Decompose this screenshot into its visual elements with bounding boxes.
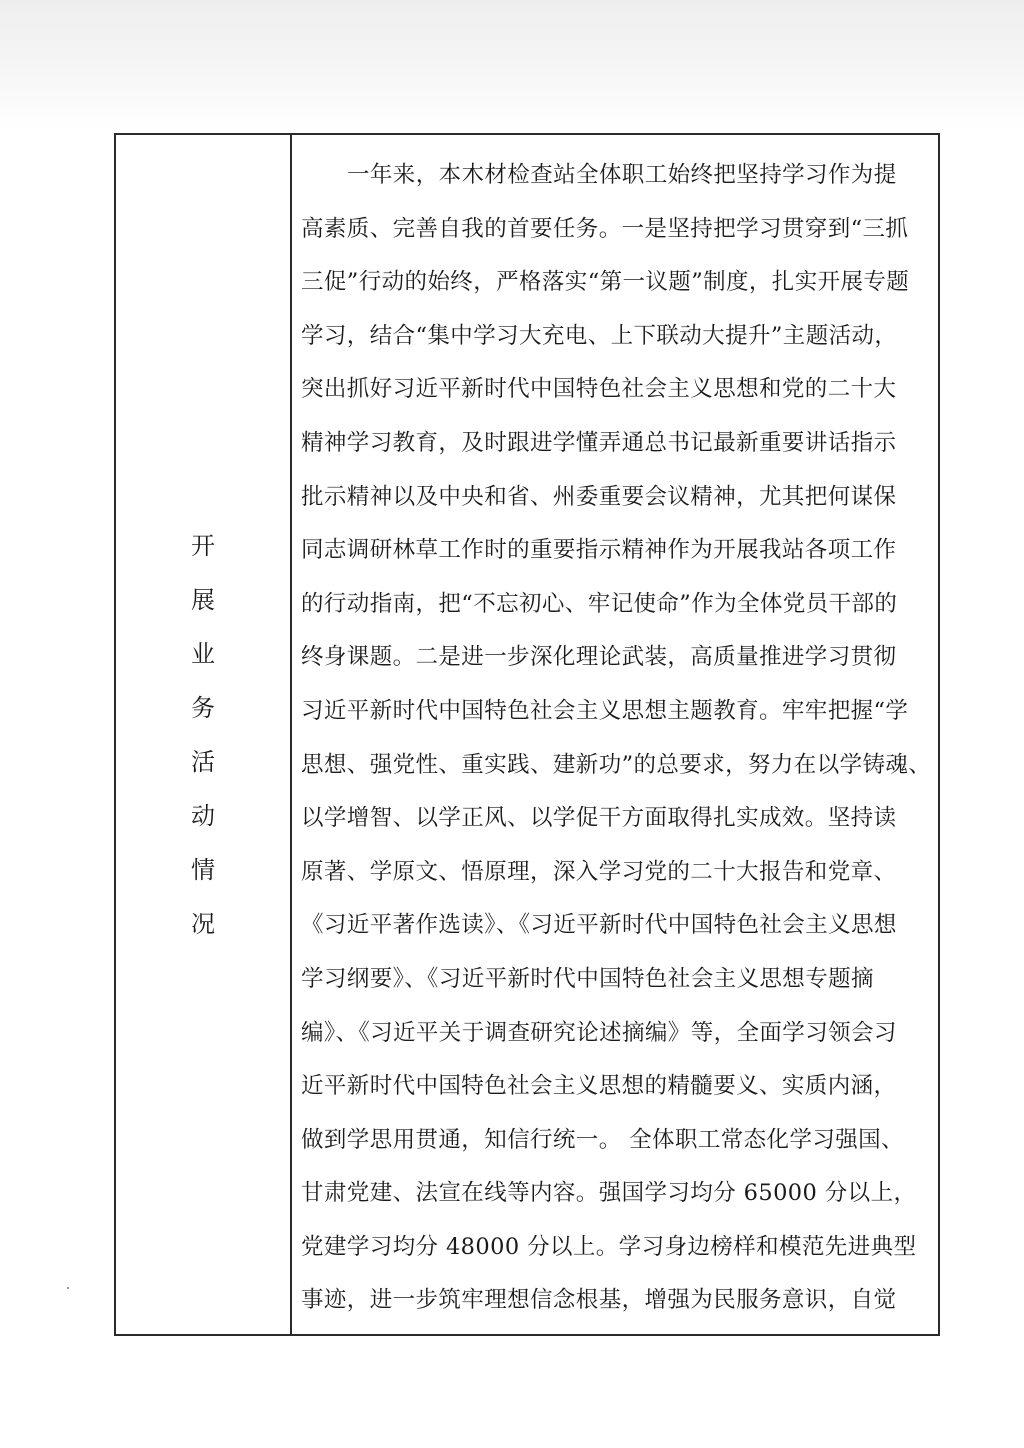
text-line: 思想、强党性、重实践、建新功”的总要求，努力在以学铸魂、 — [301, 751, 932, 778]
label-char: 业 — [191, 639, 215, 668]
text-line: 学习，结合“集中学习大充电、上下联动大提升”主题活动， — [301, 322, 898, 349]
text-line: 编》、《习近平关于调查研究论述摘编》等，全面学习领会习 — [301, 1019, 897, 1046]
label-char: 况 — [191, 909, 215, 938]
text-line: 习近平新时代中国特色社会主义思想主题教育。牢牢把握“学 — [301, 697, 909, 724]
content-cell — [292, 135, 938, 1334]
text-line: 同志调研林草工作时的重要指示精神作为开展我站各项工作 — [301, 537, 897, 564]
text-line: 近平新时代中国特色社会主义思想的精髓要义、实质内涵， — [301, 1073, 897, 1100]
text-line: 甘肃党建、法宣在线等内容。强国学习均分 65000 分以上， — [301, 1180, 917, 1207]
label-cell — [116, 135, 292, 1334]
label-char: 开 — [191, 531, 215, 560]
label-char: 情 — [191, 855, 215, 884]
label-char: 动 — [191, 801, 215, 830]
text-line: 《习近平著作选读》、《习近平新时代中国特色社会主义思想 — [301, 912, 897, 939]
label-char: 活 — [191, 747, 215, 776]
text-line: 事迹，进一步筑牢理想信念根基，增强为民服务意识，自觉 — [301, 1287, 897, 1314]
text-line: 学习纲要》、《习近平新时代中国特色社会主义思想专题摘 — [301, 965, 874, 992]
text-line: 做到学思用贯通，知信行统一。 全体职工常态化学习强国、 — [301, 1126, 904, 1153]
activity-table — [114, 133, 940, 1336]
text-line: 的行动指南，把“不忘初心、牢记使命”作为全体党员干部的 — [301, 590, 898, 617]
text-line: 突出抓好习近平新时代中国特色社会主义思想和党的二十大 — [301, 376, 897, 403]
scan-speck — [67, 1287, 69, 1289]
text-line: 高素质、完善自我的首要任务。一是坚持把学习贯穿到“三抓 — [301, 215, 909, 242]
text-line: 党建学习均分 48000 分以上。学习身边榜样和模范先进典型 — [301, 1233, 917, 1260]
text-line: 精神学习教育，及时跟进学懂弄通总书记最新重要讲话指示 — [301, 429, 897, 456]
label-char: 务 — [191, 693, 215, 722]
text-line: 终身课题。二是进一步深化理论武装，高质量推进学习贯彻 — [301, 644, 897, 671]
scan-shadow — [0, 0, 1024, 130]
text-line: 批示精神以及中央和省、州委重要会议精神，尤其把何谋保 — [301, 483, 897, 510]
label-char: 展 — [191, 585, 215, 614]
text-line: 以学增智、以学正风、以学促干方面取得扎实成效。坚持读 — [301, 805, 897, 832]
text-line: 一年来，本木材检查站全体职工始终把坚持学习作为提 — [347, 162, 897, 188]
text-line: 原著、学原文、悟原理，深入学习党的二十大报告和党章、 — [301, 858, 897, 885]
text-line: 三促”行动的始终，严格落实“第一议题”制度，扎实开展专题 — [301, 269, 910, 296]
